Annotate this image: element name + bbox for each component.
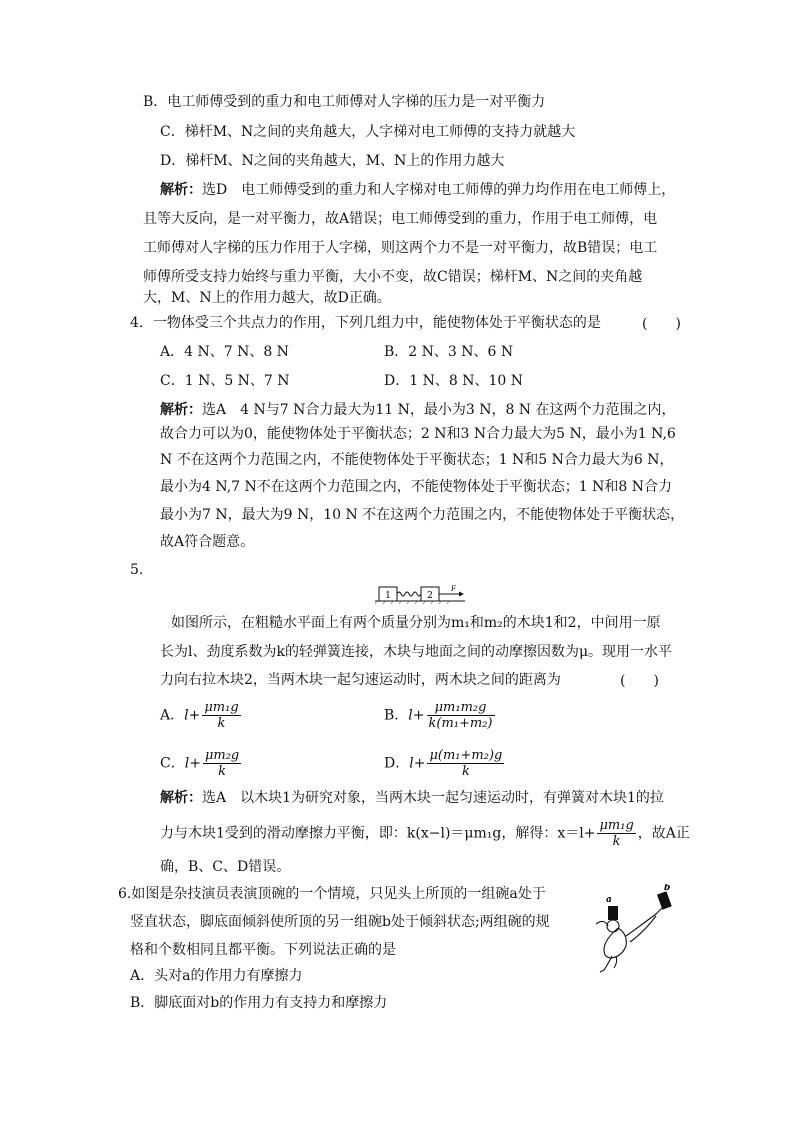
q4-option-b: B．2 N、3 N、6 N [384,344,514,360]
q5-spring [397,592,421,596]
q5-option-a-fraction [202,700,240,731]
q5-option-c-numerator: μm₂g [204,748,240,763]
q5-analysis-line-2 [160,818,690,849]
q6-bowl-stack-a [608,906,618,920]
q5-option-d-fraction [427,748,504,779]
q3-analysis-line-3: 工师傅对人字梯的压力作用于人字梯，则这两个力不是一对平衡力，故B错误；电工 [143,240,658,256]
q5-stem-line-3: 力向右拉木块2，当两木块一起匀速运动时，两木块之间的距离为 [160,672,561,688]
q3-analysis-line-4: 师傅所受支持力始终与重力平衡，大小不变，故C错误；梯杆M、N之间的夹角越 [143,269,643,285]
q4-option-a: A．4 N、7 N、8 N [160,344,289,360]
q4-analysis-line-4: 最小为4 N,7 N不在这两个力范围之内，不能使物体处于平衡状态；1 N和8 N合力 [160,479,672,495]
q5-analysis-text-2a: 力与木块1受到的滑动摩擦力平衡，即：k(x−l)＝μm₁g，解得：x＝l+ [160,825,596,842]
q4-option-d: D．1 N、8 N、10 N [384,373,523,389]
q5-force-label: F [451,585,456,593]
q3-analysis-line-2: 且等大反向，是一对平衡力，故A错误；电工师傅受到的重力，作用于电工师傅，电 [143,211,658,227]
q6-stem-line-1: 6.如图是杂技演员表演顶碗的一个情境，只见头上所顶的一组碗a处于 [118,886,546,902]
q5-option-a-lplus: l+ [184,707,201,724]
q6-label-b: b [664,884,671,893]
q4-stem: 4．一物体受三个共点力的作用，下列几组力中，能使物体处于平衡状态的是 [130,315,601,331]
q5-block-1-label: 1 [385,591,391,601]
q5-spring-blocks-figure [375,584,465,604]
q5-option-c-label: C． [160,755,185,772]
q4-analysis-line-5: 最小为7 N，最大为9 N，10 N 不在这两个力范围之内，不能使物体处于平衡状态， [160,507,685,523]
q3-analysis-label: 解析： [160,182,202,198]
q6-option-b: B．脚底面对b的作用力有支持力和摩擦力 [130,995,388,1011]
q5-option-b-denominator: k(m₁+m₂) [428,716,493,731]
q4-option-c: C．1 N、5 N、7 N [160,373,290,389]
q3-analysis-text-1: 选D 电工师傅受到的重力和人字梯对电工师傅的弹力均作用在电工师傅上， [202,182,676,198]
q5-analysis-label: 解析： [160,790,202,806]
q6-stem-line-3: 格和个数相同且都平衡。下列说法正确的是 [130,942,396,958]
q5-option-b-numerator: μm₁m₂g [427,700,495,716]
q5-force-arrowhead [459,592,464,597]
q5-analysis-denominator: k [612,834,621,849]
q3-analysis-line-1 [160,180,675,200]
q5-option-a-numerator: μm₁g [204,700,239,715]
q5-option-b-fraction [427,700,495,731]
q4-analysis-label: 解析： [160,402,202,418]
q5-analysis-line-3: 确，B、C、D错误。 [160,859,291,875]
q3-option-b: B．电工师傅受到的重力和电工师傅对人字梯的压力是一对平衡力 [143,94,546,110]
q6-bowl-stack-b [657,891,672,909]
q6-label-a: a [606,895,612,905]
q6-acrobat-figure [586,884,678,974]
q5-stem-line-1: 如图所示，在粗糙水平面上有两个质量分别为m₁和m₂的木块1和2，中间用一原 [171,615,661,631]
q5-option-a-denominator: k [217,716,226,731]
q5-analysis-line-1 [160,788,664,808]
q6-option-a: A．头对a的作用力有摩擦力 [130,968,303,984]
q3-analysis-line-5: 大，M、N上的作用力越大，故D正确。 [143,290,391,306]
q5-answer-bracket: ( ) [620,673,659,689]
q4-analysis-line-1 [160,400,676,420]
q6-acrobat-body [596,908,662,972]
q3-option-d: D．梯杆M、N之间的夹角越大，M、N上的作用力越大 [160,153,505,169]
q5-option-d-lplus: l+ [409,755,426,772]
q5-option-b-label: B． [384,707,409,724]
q5-analysis-text-2b: ，故A正 [637,825,690,842]
q4-analysis-text-1: 选A 4 N与7 N合力最大为11 N，最小为3 N，8 N 在这两个力范围之内， [202,402,676,418]
q5-option-d-denominator: k [461,764,470,779]
q5-option-d-label: D． [384,755,410,772]
q4-analysis-line-2: 故合力可以为0，能使物体处于平衡状态；2 N和3 N合力最大为5 N，最小为1 N,6 [160,426,676,442]
q5-analysis-numerator: μm₁g [599,818,634,833]
q5-block-2-label: 2 [427,591,433,601]
q5-option-a [160,700,243,731]
q4-answer-bracket: ( ) [642,316,681,332]
q5-analysis-fraction [597,818,635,849]
q5-option-c-fraction [203,748,241,779]
q5-number: 5. [130,562,144,578]
q5-analysis-text-1: 选A 以木块1为研究对象，当两木块一起匀速运动时，有弹簧对木块1的拉 [202,790,664,806]
q5-option-b-lplus: l+ [408,707,425,724]
q4-analysis-line-6: 故A符合题意。 [160,534,255,550]
q3-option-c: C．梯杆M、N之间的夹角越大，人字梯对电工师傅的支持力就越大 [160,124,576,140]
q6-stem-line-2: 竖直状态，脚底面倾斜使所顶的另一组碗b处于倾斜状态;两组碗的规 [130,914,550,930]
q5-option-c-denominator: k [218,764,227,779]
q5-stem-line-2: 长为l、劲度系数为k的轻弹簧连接，木块与地面之间的动摩擦因数为μ。现用一水平 [160,644,673,660]
q5-option-a-label: A． [160,707,185,724]
q5-option-d-numerator: μ(m₁+m₂)g [429,748,503,763]
q5-option-c [160,748,243,779]
q5-option-c-lplus: l+ [184,755,201,772]
q5-option-b [384,700,497,731]
q5-option-d [384,748,506,779]
q4-analysis-line-3: N 不在这两个力范围之内，不能使物体处于平衡状态；1 N和5 N合力最大为6 N， [160,452,674,468]
